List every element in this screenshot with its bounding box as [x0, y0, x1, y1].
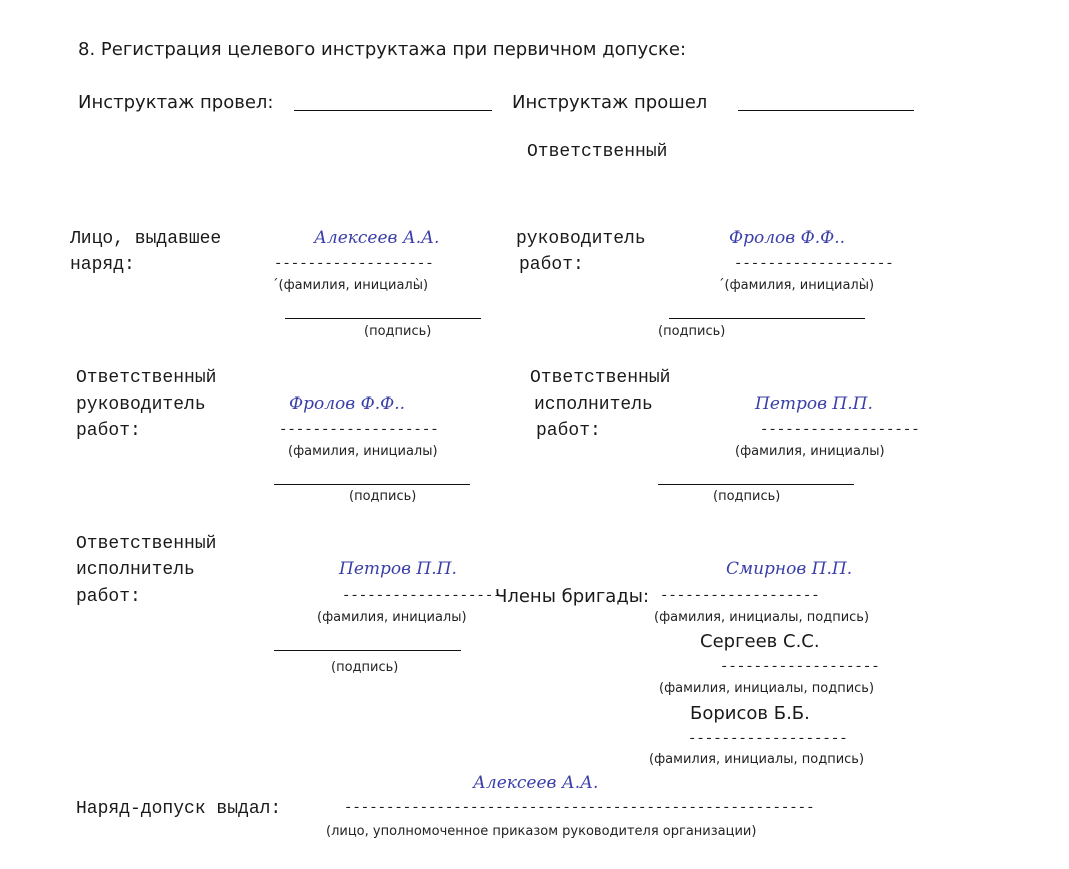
issued-by-name-handwritten: Алексеев А.А. — [473, 773, 599, 793]
resp-executor-signature-line — [658, 484, 854, 485]
issued-by-caption: (лицо, уполномоченное приказом руководителя организации) — [326, 824, 757, 839]
resp-leader-fio-caption: (фамилия, инициалы) — [288, 444, 438, 459]
resp-leader-signature-line — [274, 484, 470, 485]
executor-label-line3: работ: — [76, 587, 141, 607]
resp-leader-sign-caption: (подпись) — [349, 489, 417, 504]
issuer-name-dash: ------------------- — [274, 256, 434, 272]
resp-executor-label-line3: работ: — [536, 421, 601, 441]
brigade-member-2-name: Сергеев С.С. — [700, 631, 820, 652]
issued-by-dash: -------------------------------------------------------- — [344, 800, 815, 816]
section-number: 8 — [78, 39, 90, 60]
executor-fio-caption: (фамилия, инициалы) — [317, 610, 467, 625]
resp-executor-name-handwritten: Петров П.П. — [755, 394, 873, 414]
resp-leader-name-handwritten: Фролов Ф.Ф.. — [289, 394, 406, 414]
executor-signature-line — [274, 650, 461, 651]
leader-name-handwritten: Фролов Ф.Ф.. — [729, 228, 846, 248]
executor-label-line2: исполнитель — [76, 560, 195, 580]
resp-executor-label-line2: исполнитель — [534, 395, 653, 415]
resp-executor-name-dash: ------------------- — [760, 422, 920, 438]
resp-leader-label-line3: работ: — [76, 421, 141, 441]
resp-executor-fio-caption: (фамилия, инициалы) — [735, 444, 885, 459]
resp-leader-label-line1: Ответственный — [76, 368, 217, 388]
leader-name-dash: ------------------- — [734, 256, 894, 272]
issuer-name-handwritten: Алексеев А.А. — [314, 228, 440, 248]
leader-label-line2: работ: — [519, 255, 584, 275]
leader-label-line1: руководитель — [516, 229, 646, 249]
issued-by-label: Наряд-допуск выдал: — [76, 799, 282, 819]
executor-label-line1: Ответственный — [76, 534, 217, 554]
executor-sign-caption: (подпись) — [331, 660, 399, 675]
executor-name-handwritten: Петров П.П. — [339, 559, 457, 579]
brigade-member-1-caption: (фамилия, инициалы, подпись) — [654, 610, 870, 625]
brigade-member-3-dash: ------------------- — [688, 731, 848, 747]
instruction-passed-label: Инструктаж прошел — [512, 92, 708, 113]
section-heading — [78, 39, 686, 60]
brigade-member-3-caption: (фамилия, инициалы, подпись) — [649, 752, 865, 767]
section-title: . Регистрация целевого инструктажа при первичном допуске: — [89, 39, 687, 60]
instruction-conducted-line — [294, 110, 492, 111]
resp-leader-name-dash: ------------------- — [279, 422, 439, 438]
issuer-signature-line — [285, 318, 481, 319]
resp-leader-label-line2: руководитель — [76, 395, 206, 415]
brigade-label: Члены бригады: — [495, 586, 650, 607]
issuer-fio-caption: ΄(фамилия, инициалы̀) — [272, 278, 429, 293]
instruction-responsible-label: Ответственный — [527, 142, 668, 162]
leader-fio-caption: ΄(фамилия, инициалы̀) — [718, 278, 875, 293]
issuer-label-line1: Лицо, выдавшее — [70, 229, 222, 249]
brigade-member-2-dash: ------------------- — [720, 659, 880, 675]
executor-name-dash: ------------------- — [342, 588, 502, 604]
brigade-member-1-name: Смирнов П.П. — [726, 559, 853, 579]
resp-executor-sign-caption: (подпись) — [713, 489, 781, 504]
instruction-passed-line — [738, 110, 914, 111]
brigade-member-2-caption: (фамилия, инициалы, подпись) — [659, 681, 875, 696]
leader-signature-line — [669, 318, 865, 319]
resp-executor-label-line1: Ответственный — [530, 368, 671, 388]
brigade-member-1-dash: ------------------- — [660, 588, 820, 604]
issuer-label-line2: наряд: — [70, 255, 135, 275]
leader-sign-caption: (подпись) — [658, 324, 726, 339]
instruction-conducted-label: Инструктаж провел: — [78, 92, 274, 113]
brigade-member-3-name: Борисов Б.Б. — [690, 703, 810, 724]
issuer-sign-caption: (подпись) — [364, 324, 432, 339]
